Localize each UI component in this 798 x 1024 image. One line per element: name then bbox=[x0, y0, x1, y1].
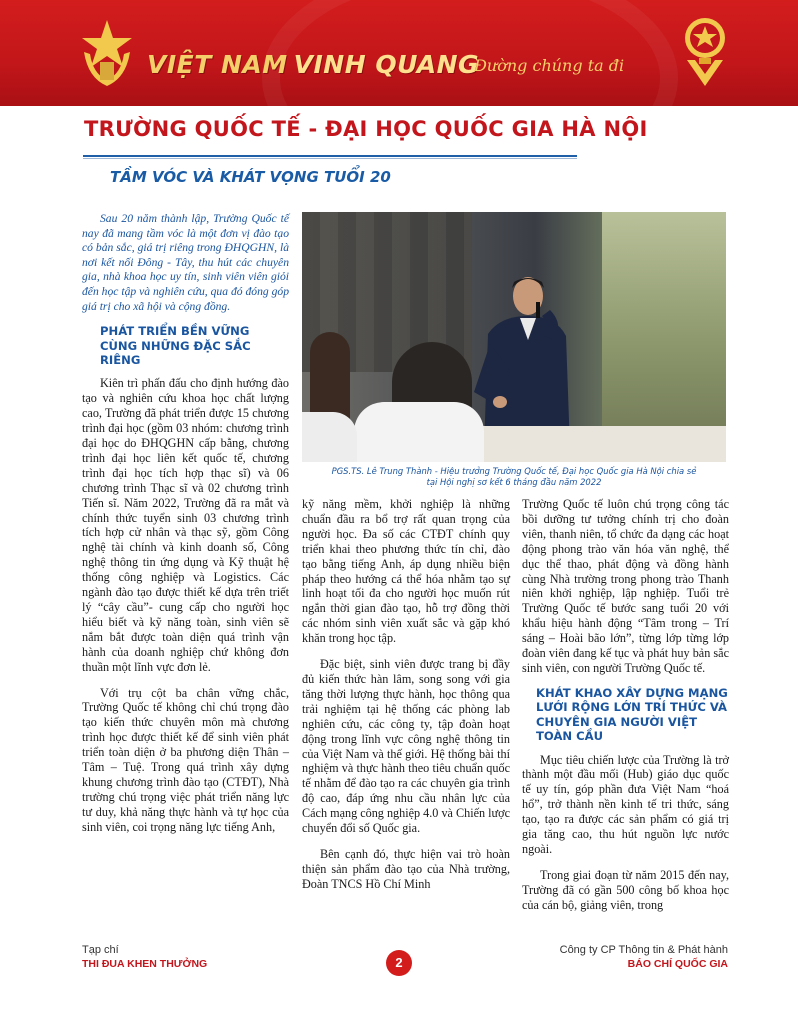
photo-window bbox=[602, 212, 726, 462]
audience-shirt bbox=[302, 412, 357, 462]
footer-publisher-label: Công ty CP Thông tin & Phát hành bbox=[559, 944, 728, 956]
paragraph: Trong giai đoạn từ năm 2015 đến nay, Trường đã có gần 500 công bố khoa học của cán bộ, giảng viên, trong bbox=[522, 867, 729, 912]
paragraph: Kiên trì phấn đấu cho định hướng đào tạo và nghiên cứu khoa học chất lượng cao, Trường đã phát triển được 15 chương trình đại học (gồm 03 nhóm: chương trình đại học do ĐHQGHN cấp bằng, chương trình đại học liên kết quốc tế, chương trình đại học tích hợp thạc sĩ) và 06 chương trình Thạc sĩ và 02 chương trình Tiến sĩ. Năm 2022, Trường đã ra mắt và chính thức tuyển sinh 03 chương trình tích hợp cử nhân và thạc sỹ, gồm Công nghệ tài chính và kinh doanh số, Công nghệ thông tin ứng dụng và Kỹ thuật hệ thống công nghiệp và Logistics. Các ngành đào tạo được thiết kế dựa trên triết lý “cây cầu”- cung cấp cho người học hiểu biết và kỹ năng toàn, sinh viên sẽ nắm bắt được toàn diện quá trình vận hành của doanh nghiệp chứ không đơn thuần một lĩnh vực đơn lẻ. bbox=[82, 376, 289, 674]
intro-paragraph: Sau 20 năm thành lập, Trường Quốc tế nay đã mang tầm vóc là một đơn vị đào tạo có bản sắc, giá trị riêng trong ĐHQGHN, là nơi kết nối Đông - Tây, thu hút các chuyên gia, nhà khoa học uy tín, sinh viên viên giỏi đến học tập và nghiên cứu, qua đó đóng góp giá trị cho xã hội và cộng đồng. bbox=[82, 212, 289, 313]
article-title: TRƯỜNG QUỐC TẾ - ĐẠI HỌC QUỐC GIA HÀ NỘI bbox=[84, 117, 648, 141]
column-1 bbox=[82, 212, 289, 835]
caption-line: tại Hội nghị sơ kết 6 tháng đầu năm 2022 bbox=[426, 477, 602, 487]
banner-title bbox=[147, 50, 479, 79]
title-divider-thin bbox=[83, 158, 577, 159]
star-emblem-icon bbox=[78, 18, 136, 88]
header-banner bbox=[0, 0, 798, 106]
column-2 bbox=[302, 497, 510, 892]
article-photo bbox=[302, 212, 726, 462]
footer-magazine-label: Tạp chí bbox=[82, 944, 119, 956]
banner-title-part1: VIỆT NAM bbox=[147, 50, 288, 79]
page-number: 2 bbox=[386, 950, 412, 976]
audience-shirt bbox=[354, 402, 484, 462]
paragraph: Trường Quốc tế luôn chú trọng công tác bồi dưỡng tư tưởng chính trị cho đoàn viên, thanh niên, tổ chức đa dạng các hoạt động phong trào văn hóa văn nghệ, thể dục thể thao, phát động và đồng hành cùng Nhà trường trong phong trào Thanh niên khởi nghiệp, lập nghiệp. Tuổi trẻ Trường Quốc tế bước sang tuổi 20 với khẩu hiệu hành động “Tâm trong – Trí sáng – Hoài bão lớn”, từng lớp từng lớp đoàn viên đang kế tục và phát huy bản sắc sinh viên, con người Trường Quốc tế. bbox=[522, 497, 729, 675]
banner-slogan: Đường chúng ta đi bbox=[474, 56, 625, 75]
paragraph: Với trụ cột ba chân vững chắc, Trường Quốc tế không chỉ chú trọng đào tạo kiến thức chuyên môn mà chương trình học được thiết kế để sinh viên phát triển toàn diện ở ba phương diện Thân – Tâm – Tuệ. Trong quá trình xây dựng khung chương trình đào tạo (CTĐT), Nhà trường chú trọng việc phát triển năng lực tư duy, khả năng thực hành và tự học của sinh viên, coi trọng năng lực tiếng Anh, bbox=[82, 685, 289, 834]
banner-title-part2: VINH QUANG bbox=[293, 50, 480, 79]
photo-caption bbox=[302, 466, 726, 488]
paragraph: kỹ năng mềm, khởi nghiệp là những chuẩn đầu ra bổ trợ rất quan trọng của người học. Đa số các CTĐT chính quy triển khai theo phương thức tín chỉ, đào tạo bằng tiếng Anh, áp dụng nhiều biện pháp theo hướng cá thể hóa nhằm tạo sự linh hoạt tối đa cho người học muốn rút ngắn thời gian đào tạo, hỗ trợ đồng thời các nhóm sinh viên xuất sắc và gặp khó khăn trong học tập. bbox=[302, 497, 510, 646]
title-divider bbox=[83, 155, 577, 157]
speaker-figure-icon bbox=[470, 274, 575, 449]
footer-magazine-name: THI ĐUA KHEN THƯỞNG bbox=[82, 958, 208, 970]
paragraph: Đặc biệt, sinh viên được trang bị đầy đủ kiến thức hàn lâm, song song với gia tăng thời lượng thực hành, học thông qua trải nghiệm tại hệ thống các phòng lab nghiên cứu, các công ty, tập đoàn hoạt động trong lĩnh vực công nghệ thông tin của Việt Nam và thế giới. Hệ thống bài thí nghiệm và thực hành theo tiêu chuẩn quốc tế nhằm để đào tạo ra các chuyên gia trình độ cao, đáp ứng nhu cầu nhân lực của Cách mạng công nghiệp 4.0 và Chiến lược chuyển đổi số Quốc gia. bbox=[302, 657, 511, 836]
paragraph: Bên cạnh đó, thực hiện vai trò hoàn thiện sản phẩm đào tạo của Nhà trường, Đoàn TNCS Hồ Chí Minh bbox=[302, 846, 510, 891]
column-3 bbox=[522, 497, 729, 913]
section-heading-1: PHÁT TRIỂN BỀN VỮNG CÙNG NHỮNG ĐẶC SẮC RIÊNG bbox=[100, 324, 251, 367]
article-intro bbox=[82, 212, 289, 314]
award-emblem-icon bbox=[681, 16, 729, 88]
paragraph: Mục tiêu chiến lược của Trường là trở thành một đầu mối (Hub) giáo dục quốc tế uy tín, góp phần đưa Việt Nam “hoá hổ”, trở thành nền kinh tế tri thức, sáng tạo, tạo ra được các sản phẩm có giá trị gia tăng cao, thu hút nguồn lực nước ngoài. bbox=[522, 752, 729, 856]
article-subtitle: TẦM VÓC VÀ KHÁT VỌNG TUỔI 20 bbox=[110, 168, 391, 186]
footer-publisher-name: BÁO CHÍ QUỐC GIA bbox=[627, 958, 728, 970]
caption-line: PGS.TS. Lê Trung Thành - Hiệu trưởng Trường Quốc tế, Đại học Quốc gia Hà Nội chia sẻ bbox=[331, 466, 697, 476]
section-heading-2: KHÁT KHAO XÂY DỰNG MẠNG LƯỚI RỘNG LỚN TRÍ THỨC VÀ CHUYÊN GIA NGƯỜI VIỆT TOÀN CẦU bbox=[536, 685, 728, 744]
